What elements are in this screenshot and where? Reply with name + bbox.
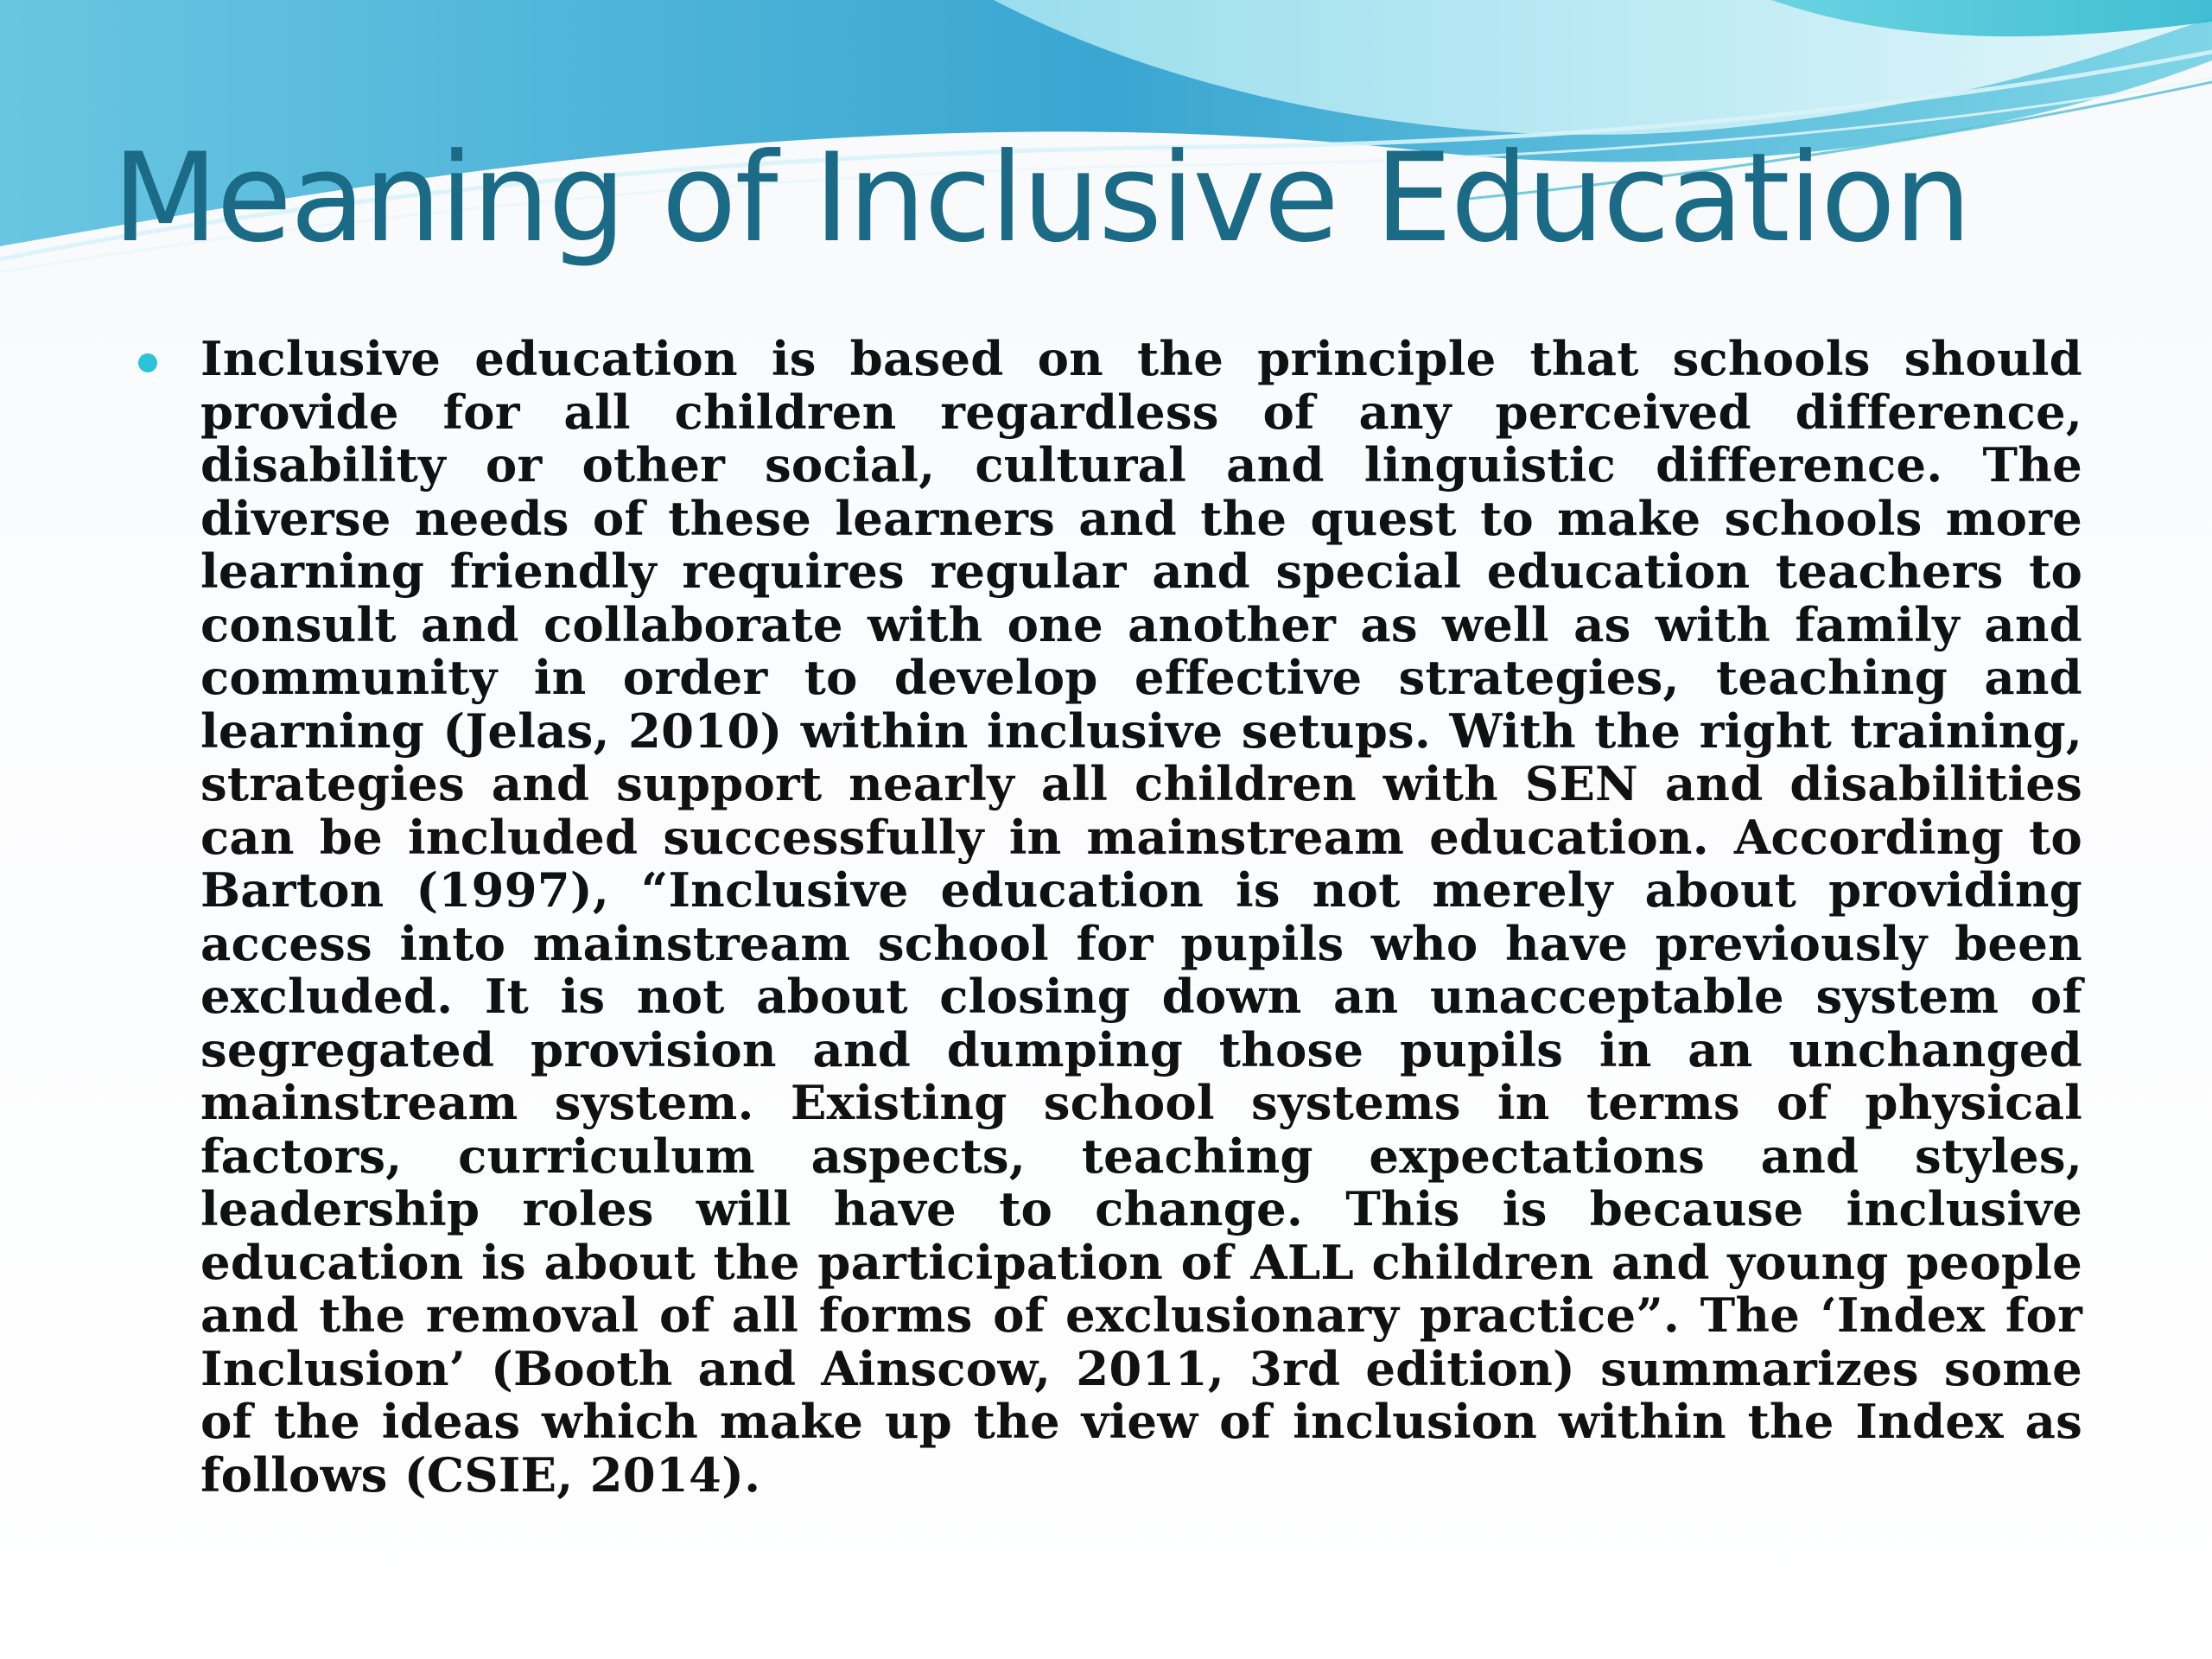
bullet-dot-icon [138,353,157,372]
bullet-text: Inclusive education is based on the principle that schools should provide for all children regardless of any perceived difference, disability or other social, cultural and linguistic difference. The diverse needs of these learners and the quest to make schools more learning friendly requires regular and special education teachers to consult and collaborate with one another as well as with family and community in order to develop effective strategies, teaching and learning (Jelas, 2010) within inclusive setups. With the right training, strategies and support nearly all children with SEN and disabilities can be included successfully in mainstream education. According to Barton (1997), “Inclusive education is not merely about providing access into mainstream school for pupils who have previously been excluded. It is not about closing down an unacceptable system of segregated provision and dumping those pupils in an unchanged mainstream system. Existing school systems in terms of physical factors, curriculum aspects, teaching expectations and styles, leadership roles will have to change. This is because inclusive education is about the participation of ALL children and young people and the removal of all forms of exclusionary practice”. The ‘Index for Inclusion’ (Booth and Ainscow, 2011, 3rd edition) summarizes some of the ideas which make up the view of inclusion within the Index as follows (CSIE, 2014). [200,331,2082,1503]
bullet-list [130,333,2082,1502]
bullet-item [130,333,2082,1502]
slide-title: Meaning of Inclusive Education [112,127,1970,270]
